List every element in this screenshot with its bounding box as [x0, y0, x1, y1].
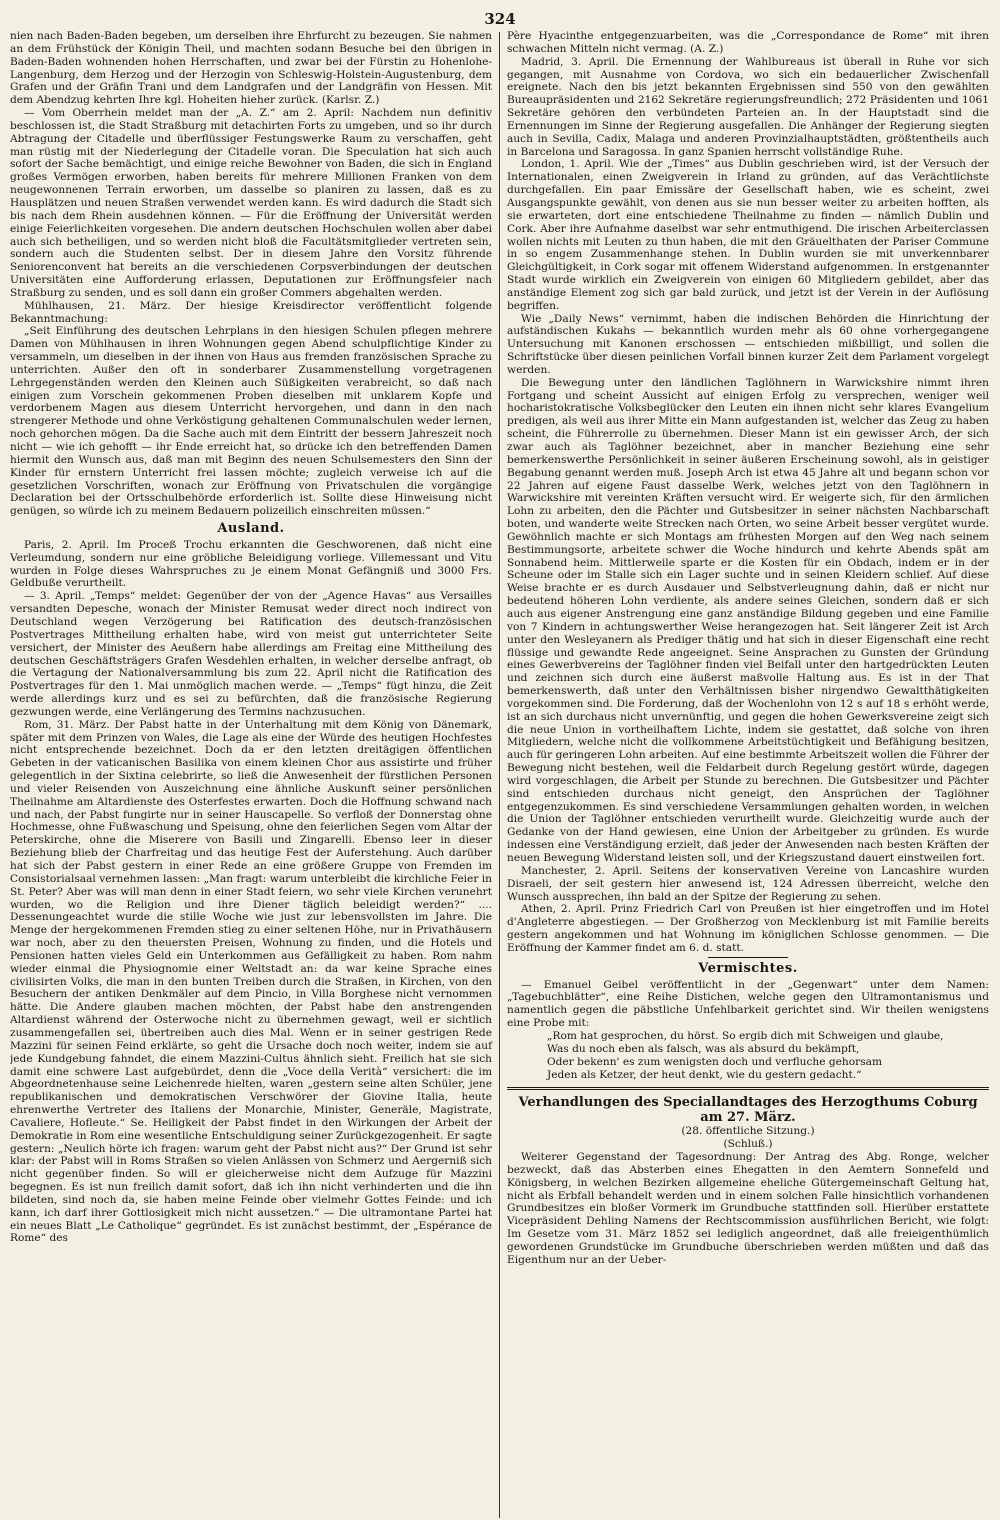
- article-athen: Athen, 2. April. Prinz Friedrich Carl von Preußen ist hier eingetroffen und im Hotel d'Angleterre abgestiegen. — Der Großherzog von Mecklenburg ist mit Familie bereits gestern angekommen und hat Wohnung im königlichen Schlosse genommen. — Die Eröffnung der Kammer findet am 6. d. statt.: [507, 903, 989, 954]
- article-coburg-debate: Weiterer Gegenstand der Tagesordnung: Der Antrag des Abg. Ronge, welcher bezweckt, daß das Absterben eines Ehegatten in den Aemtern Sonnefeld und Königsberg, in welchen Bezirken allgemeine eheliche Gütergemeinschaft Geltung hat, nicht als Erbfall behandelt werden und in einem solchen Falle hinsichtlich vorhandenen Grundbesitzes ein bloßer Vormerk im Grundbuche stattfinden soll. Hierüber erstattete Vicepräsident Dehling Namens der Rechtscommission ausführlichen Bericht, wie folgt: Im Gesetze vom 31. März 1852 sei lediglich angeordnet, daß alle freieigenthümlich gewordenen Grundstücke im Grundbuche überschrieben werden müßten und daß das Eigenthum nur an der Ueber-: [507, 1151, 989, 1266]
- verse-line: Was du noch eben als falsch, was als absurd du bekämpft,: [547, 1042, 860, 1055]
- divider: [708, 957, 788, 958]
- columns: [10, 30, 990, 1520]
- verse-line: Oder bekenn' es zum wenigsten doch und verfluche gehorsam: [547, 1055, 882, 1068]
- block-subtitle-conclusion: (Schluß.): [723, 1138, 773, 1151]
- section-heading-ausland: Ausland.: [217, 521, 285, 537]
- article-muehlhausen-intro: Mühlhausen, 21. März. Der hiesige Kreisdirector veröffentlicht folgende Bekanntmachung:: [10, 299, 492, 325]
- article-daily-news: Wie „Daily News“ vernimmt, haben die indischen Behörden die Hinrichtung der aufständischen Kukahs — bekanntlich wurden mehr als 60 ohne vorhergegangene Untersuchung mit Kanonen erschossen — entschieden mißbilligt, und sollen die Schriftstücke über diesen peinlichen Vorfall binnen kurzer Zeit dem Parlament vorgelegt werden.: [507, 312, 989, 376]
- page-number: 324: [484, 10, 516, 28]
- block-title-coburg: Verhandlungen des Speciallandtages des Herzogthums Coburg am 27. März.: [518, 1095, 978, 1126]
- section-divider: [507, 1087, 989, 1090]
- verse-line: Jeden als Ketzer, der heut denkt, wie du gestern gedacht.“: [547, 1068, 862, 1081]
- article-warwickshire: Die Bewegung unter den ländlichen Taglöhnern in Warwickshire nimmt ihren Fortgang und scheint Aussicht auf einigen Erfolg zu versprechen, weniger weil hocharistokratische Volksbeglücker den Leuten ein ihnen nicht sehr klares Evangelium predigen, als weil aus ihrer Mitte ein Mann aufgestanden ist, welcher das Zeug zu haben scheint, die Führerrolle zu übernehmen. Dieser Mann ist ein gewisser Arch, der sich zwar auch als Taglöhner bezeichnet, aber in mancher Beziehung eine sehr bemerkenswerthe Persönlichkeit in seiner äußeren Erscheinung sowohl, als in geistiger Begabung genannt werden muß. Joseph Arch ist etwa 45 Jahre alt und begann schon vor 22 Jahren auf eigene Faust dasselbe Werk, welches jetzt von den Taglöhnern in Warwickshire mit vereinten Kräften versucht wird. Er weigerte sich, für den ärmlichen Lohn zu arbeiten, den die Pächter und Gutsbesitzer in seiner nächsten Nachbarschaft boten, und wanderte weite Strecken nach Orten, wo seine Arbeit besser vergütet wurde. Gewöhnlich machte er sich Montags am frühesten Morgen auf den Weg nach seinem Bestimmungsorte, arbeitete schwer die Woche hindurch und kehrte Abends spät am Sonnabend heim. Mittlerweile sparte er die Kosten für ein Obdach, indem er in der Scheune oder im Stalle sich ein Lager suchte und in seinen Kleidern schlief. Auf diese Weise brachte er es durch Ausdauer und Selbstverleugnung dahin, daß er nicht nur bedeutend höheren Lohn verdiente, als andere seines Gleichen, sondern daß er sich auch aus eigener Anstrengung eine ganz anständige Bildung gegeben und eine Familie von 7 Kindern in achtungswerther Weise herangezogen hat. Seit längerer Zeit ist Arch unter den Wesleyanern als Prediger thätig und hat sich in dieser Eigenschaft eine recht flüssige und gewandte Rede angeeignet. Seine Ansprachen zu Gunsten der Gründung eines Gewerbvereins der Taglöhner finden viel Beifall unter den hartgedrückten Leuten und zeichnen sich durch eine äußerst maßvolle Haltung aus. Es ist in der That bemerkenswerth, daß unter den Verhältnissen bisher nirgendwo Gewaltthätigkeiten vorgekommen sind. Die Forderung, daß der Wochenlohn von 12 s auf 18 s erhöht werde, ist an sich durchaus nicht unvernünftig, und gegen die hohen Gewerksvereine zeigt sich die neue Union in vortheilhaftem Lichte, indem sie gestattet, daß solche von ihren Mitgliedern, welche nicht die vollkommene Arbeitstüchtigkeit und Befähigung besitzen, auch für geringeren Lohn arbeiten. Auf eine bestimmte Arbeitszeit wollen die Führer der Bewegung nicht bestehen, weil die Feldarbeit durch Regelung gestört würde, dagegen wird vorgeschlagen, die Arbeit per Stunde zu berechnen. Die Gutsbesitzer und Pächter sind entschieden durchaus nicht geneigt, den Ansprüchen der Taglöhner entgegenzukommen. Es sind verschiedene Versammlungen gehalten worden, in welchen die Union der Taglöhner entschieden verurtheilt wurde. Gleichzeitig wurde auch der Gedanke von der Hand gewiesen, eine Union der Arbeitgeber zu gründen. Es wurde indessen eine Verständigung erzielt, daß jeder der Anwesenden nach besten Kräften der neuen Bewegung Widerstand leisten soll, und der Kriegszustand dauert einstweilen fort.: [507, 376, 989, 864]
- verse-line: „Rom hat gesprochen, du hörst. So ergib dich mit Schweigen und glaube,: [547, 1029, 944, 1042]
- article-manchester: Manchester, 2. April. Seitens der konservativen Vereine von Lancashire wurden Disraeli, der seit gestern hier anwesend ist, 124 Adressen überreicht, welche den Wunsch aussprechen, ihn bald an der Spitze der Regierung zu sehen.: [507, 864, 989, 903]
- left-column: [10, 30, 499, 1520]
- article-madrid: Madrid, 3. April. Die Ernennung der Wahlbureaus ist überall in Ruhe vor sich gegangen, mit Ausnahme von Cordova, wo sich ein bedauerlicher Zwischenfall ereignete. Nach den bis jetzt bekannten Ergebnissen sind 550 von den gewählten Bureaupräsidenten und 2162 Sekretäre regierungsfreundlich; 272 Präsidenten und 1061 Sekretäre gehören den verbündeten Parteien an. In der Hauptstadt sind die Ernennungen im Sinne der Regierung ausgefallen. Die Anhänger der Regierung siegten auch in Sevilla, Cadix, Malaga und anderen Provinzialhauptstädten, größtentheils auch in Barcelona und Saragossa. In ganz Spanien herrscht vollständige Ruhe.: [507, 55, 989, 158]
- block-subtitle-session: (28. öffentliche Sitzung.): [681, 1125, 815, 1138]
- article-geibel: — Emanuel Geibel veröffentlicht in der „Gegenwart“ unter dem Namen: „Tagebuchblätter“, eine Reihe Distichen, welche gegen den Ultramontanismus und namentlich gegen die päbstliche Unfehlbarkeit gerichtet sind. Wir theilen wenigstens eine Probe mit:: [507, 978, 989, 1030]
- article-rom-continued: Père Hyacinthe entgegenzuarbeiten, was die „Correspondance de Rome“ mit ihren schwachen Mitteln nicht vermag. (A. Z.): [507, 30, 989, 55]
- article-paris-temps: — 3. April. „Temps“ meldet: Gegenüber der von der „Agence Havas“ aus Versailles versandten Depesche, wonach der Minister Remusat weder direct noch indirect von Deutschland wegen Verzögerung bei Ratification des deutsch-französischen Postvertrages Mittheilung erhalten habe, wird von meist gut unterrichteter Seite versichert, der Minister des Aeußern habe allerdings am Freitag eine Mittheilung des deutschen Geschäftsträgers Grafen Wesdehlen erhalten, in welcher derselbe anfragt, ob die Vertagung der Nationalversammlung bis zum 22. April nicht die Ratification des Postvertrages für den 1. Mai unmöglich machen werde. — „Temps“ fügt hinzu, die Zeit werde allerdings kurz und es sei zu befürchten, daß die französische Regierung gezwungen werde, eine Verlängerung des Termins nachzusuchen.: [10, 590, 492, 718]
- article-muehlhausen-quote: „Seit Einführung des deutschen Lehrplans in den hiesigen Schulen pflegen mehrere Damen von Mühlhausen in ihren Wohnungen gegen Abend schulpflichtige Kinder zu versammeln, um dieselben in der ihnen von Haus aus fremden französischen Sprache zu unterrichten. Außer den oft in sonderbarer Zusammenstellung vorgetragenen Lehrgegenständen werden den Kleinen auch Süßigkeiten verabreicht, so daß nach einigen zum Vorschein gekommenen Proben dieselben mit unklarem Kopfe und verdorbenem Magen aus diesem Unterricht hervorgehen, und dann in den nach strengerer Methode und ohne Verköstigung gehaltenen Communalschulen weder lernen, noch gehorchen mögen. Da die Sache auch mit dem Eintritt der bessern Jahreszeit noch nicht — wie ich gehofft — ihr Ende erreicht hat, so drücke ich den betreffenden Damen hiermit den Wunsch aus, daß man mit Beginn des neuen Schulsemesters den Sinn der Kinder für ernstern Unterricht frei lassen möchte; zugleich verweise ich auf die gesetzlichen Vorschriften, wonach zur Eröffnung von Privatschulen die vorgängige Declaration bei der Ortsschulbehörde erforderlich ist. Sollte diese Hinweisung nicht genügen, so würde ich zu meinem Bedauern polizeilich einschreiten müssen.“: [10, 325, 492, 518]
- article-oberrhein: — Vom Oberrhein meldet man der „A. Z.“ am 2. April: Nachdem nun definitiv beschlossen ist, die Stadt Straßburg mit detachirten Forts zu umgeben, und so ihr durch Abtragung der Citadelle und überflüssiger Festungswerke Raum zu verschaffen, geht man rüstig mit der Niederlegung der Citadelle voran. Die Speculation hat sich auch sofort der Sache bemächtigt, und einige reiche Bewohner von Baden, die sich in England großes Vermögen erworben, haben bereits für mehrere Millionen Franken von dem neugewonnenen Terrain erworben, um dasselbe so planiren zu lassen, daß es zu Hausplätzen und neuen Straßen verwendet werden kann. Es wird dadurch die Stadt sich bis nach dem Rhein ausdehnen können. — Für die Eröffnung der Universität werden einige Feierlichkeiten vorgesehen. Die andern deutschen Hochschulen wollen aber dabei auch sich betheiligen, und so werden nicht bloß die Facultätsmitglieder vertreten sein, sondern auch die Studenten selbst. Der in diesem Jahre den Vorsitz führende Seniorenconvent hat bereits an die verschiedenen Corpsverbindungen der deutschen Universitäten eine Aufforderung erlassen, Deputationen zur Eröffnungsfeier nach Straßburg zu senden, und es soll dann ein großer Commers abgehalten werden.: [10, 107, 492, 299]
- article-paris-trochu: Paris, 2. April. Im Proceß Trochu erkannten die Geschworenen, daß nicht eine Verleumdung, sondern nur eine gröbliche Beleidigung vorliege. Villemessant und Vitu wurden in Folge dieses Wahrspruches zu je einem Monat Gefängniß und 3000 Frs. Geldbuße verurtheilt.: [10, 538, 492, 590]
- right-column: [500, 30, 989, 1520]
- article-london: London, 1. April. Wie der „Times“ aus Dublin geschrieben wird, ist der Versuch der Internationalen, einen Zweigverein in Irland zu gründen, auf das Verächtlichste durchgefallen. Ein paar Emissäre der Gesellschaft haben, wie es scheint, zwei Ausgangspunkte gewählt, von denen aus sie nun besser weiter zu arbeiten hofften, als sie erwarteten, dort eine entschiedene Theilnahme zu finden — nämlich Dublin und Cork. Aber ihre Aufnahme daselbst war sehr entmuthigend. Die irischen Arbeiterclassen wollen nichts mit Leuten zu thun haben, die mit den Gräuelthaten der Pariser Commune in so engem Zusammenhange stehen. In Dublin wurden sie mit unverkennbarer Gleichgültigkeit, in Cork sogar mit offenem Widerstand aufgenommen. In erstgenannter Stadt wurde wirklich ein Zweigverein von einigen 60 Mitgliedern gebildet, aber das anständige Element zog sich gar bald zurück, und jetzt ist der Verein in der Auflösung begriffen.: [507, 158, 989, 312]
- article-baden-visit: nien nach Baden-Baden begeben, um derselben ihre Ehrfurcht zu bezeugen. Sie nahmen an dem Frühstück der Königin Theil, und machten sodann Besuche bei den übrigen in Baden-Baden wohnenden hohen Herrschaften, und zwar bei der Fürstin zu Hohenlohe-Langenburg, dem Herzog und der Herzogin von Schleswig-Holstein-Augustenburg, dem Grafen und der Gräfin Trani und dem Landgrafen und der Landgräfin von Hessen. Mit dem Abendzug kehrten Ihre kgl. Hoheiten hieher zurück. (Karlsr. Z.): [10, 30, 492, 107]
- article-rom: Rom, 31. März. Der Pabst hatte in der Unterhaltung mit dem König von Dänemark, später mit dem Prinzen von Wales, die Lage als eine der Würde des heutigen Hochfestes nicht entsprechende bezeichnet. Doch da er den letzten dreitägigen öffentlichen Gebeten in der vaticanischen Basilika von einem kleinen Chor aus assistirte und früher gelegentlich in der Sixtina celebrirte, so ließ die Anwesenheit der fürstlichen Personen und vieler Reisenden von Auszeichnung eine ähnliche Auskunft seiner persönlichen Theilnahme am Altardienste des Osterfestes erwarten. Doch die Hoffnung schwand nach und nach, der Pabst fungirte nur in seiner Hauscapelle. So verfloß der Donnerstag ohne Hochmesse, ohne Fußwaschung und Speisung, ohne den feierlichen Segen vom Altar der Peterskirche, ohne die Miserere von Basili und Zingarelli. Ebenso leer in dieser Beziehung blieb der Charfreitag und das heutige Fest der Auferstehung. Auch darüber hat sich der Pabst gestern in einer Rede an eine größere Gruppe von Fremden im Consistorialsaal vernehmen lassen: „Man fragt: warum unterbleibt die kirchliche Feier in St. Peter? Aber was will man denn in einer Stadt feiern, wo sehr viele Kirchen verunehrt wurden, wo die Religion und ihre Diener täglich beleidigt werden?“ .... Dessenungeachtet wurde die stille Woche wie just zur lebensvollsten im Jahre. Die Menge der hergekommenen Fremden stieg zu einer seltenen Höhe, nur in Privathäusern war noch, aber zu den theuersten Preisen, Wohnung zu finden, und die Hotels und Pensionen hatten vieles Geld ein Unterkommen aus Gefälligkeit zu haben. Rom nahm wieder einmal die Physiognomie einer Weltstadt an: da war keine Sprache eines civilisirten Volks, die man in den bunten Treiben durch die Straßen, in Kirchen, von den Besuchern der antiken Denkmäler auf dem Pincio, in Villa Borghese nicht vernommen hätte. Die Andere glauben machen möchten, der Pabst habe den anstrengenden Altardienst während der Osterwoche nicht zu übernehmen gewagt, weil er sichtlich zusammengefallen sei, übertreiben auch dies Mal. Wenn er in seiner gestrigen Rede Mazzini für seinen Feind erklärte, so geht die Ursache doch noch weiter, indem sie auf jede Kundgebung fahndet, die einem Mazzini-Cultus ähnlich sieht. Freilich hat sie sich damit eine schwere Last aufgebürdet, denn die „Voce della Verità“ versichert: die im Abgeordnetenhause seine Leichenrede hielten, waren „gestern seine alten Schüler, jene republikanischen und demokratischen Verschwörer der Giovine Italia, heute ehrenwerthe Vertreter des Italiens der Monarchie, Minister, Generäle, Magistrate, Cavaliere, Hofleute.“ Se. Heiligkeit der Pabst findet in den Wirkungen der Arbeit der Demokratie in Rom eine wesentliche Entschuldigung seiner Zurückgezogenheit. Er sagte gestern: „Neulich hörte ich fragen: warum geht der Pabst nicht aus?“ Der Grund ist sehr klar: der Pabst will in Roms Straßen so vielen Anlässen von Schmerz und Aergerniß sich nicht gegenüber finden. So will er gleicherweise nicht dem Aufzuge für Mazzini begegnen. Es ist nun freilich damit sofort, daß ich ihn nicht verhinderten und die ihn bildeten, sind noch da, sie haben meine Feinde ober vielmehr Gottes Feinde: und ich kann, ich darf ihrer Gottlosigkeit mich nicht aussetzen.“ — Die ultramontane Partei hat ein neues Blatt „Le Catholique“ gegründet. Es ist zunächst bestimmt, der „Espérance de Rome“ des: [10, 718, 492, 1245]
- section-heading-vermischtes: Vermischtes.: [698, 960, 798, 976]
